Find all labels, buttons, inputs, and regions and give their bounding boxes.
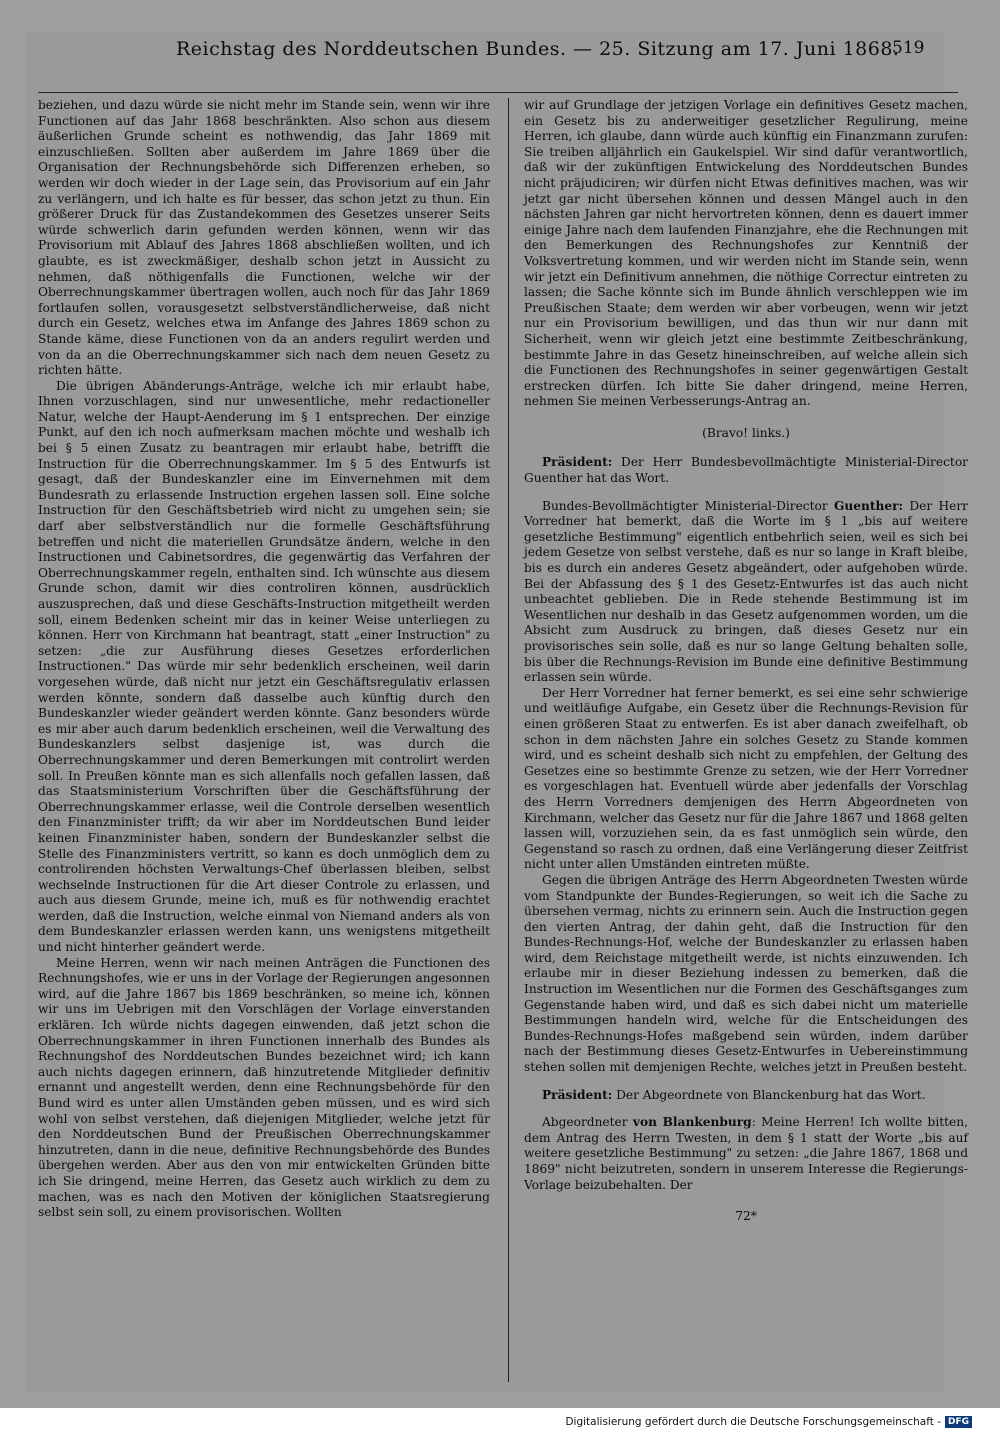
- page-number: 519: [892, 38, 925, 58]
- header-rule: [38, 92, 958, 93]
- speech-text: Der Herr Vorredner hat bemerkt, daß die Worte im § 1 „bis auf weitere gesetzliche Bestimmung" eigentlich entbehrlich seien, weil es sich bei jedem Gesetze von selbst verstehe, daß es nur so lange in Kraft bleibe, bis es durch ein anderes Gesetz abgeändert, oder aufgehoben würde. Bei der Abfassung des § 1 des Gesetz-Entwurfes ist das auch nicht unbeachtet geblieben. Die in Rede stehende Bestimmung ist im Wesentlichen nur deshalb in das Gesetz aufgenommen worden, um die Absicht zum Ausdruck zu bringen, daß dieses Gesetz nur ein provisorisches sein solle, daß es nur so lange Geltung behalten solle, bis über die Rechnungs-Revision im Bunde eine definitive Bestimmung erlassen sein würde.: [524, 498, 969, 685]
- speaker-label: Präsident:: [542, 1087, 613, 1102]
- paragraph: Meine Herren, wenn wir nach meinen Anträgen die Functionen des Rechnungshofes, wie er uns in der Vorlage der Regierungen angesonnen wird, auf die Jahre 1867 bis 1869 beschränken, so meine ich, können wir uns im Uebrigen mit den Vorschlägen der Vorlage einverstanden erklären. Ich würde nichts dagegen einwenden, daß jetzt schon die Oberrechnungskammer in ihren Functionen innerhalb des Bundes als Rechnungshof des Norddeutschen Bundes bezeichnet wird; ich kann auch nichts dagegen erinnern, daß hinzutretende Mitglieder definitiv ernannt und angestellt werden, denn eine Rechnungsbehörde für den Bund wird es unter allen Umständen geben müssen, und es wird sich wohl von selbst verstehen, daß diejenigen Mitglieder, welche jetzt für den Norddeutschen Bund der Preußischen Oberrechnungskammer hinzutreten, dann in die neue, definitive Rechnungsbehörde des Bundes übergehen werden. Aber aus den von mir entwickelten Gründen bitte ich Sie dringend, meine Herren, das Gesetz auch wirklich zu dem zu machen, was es nach den Motiven der königlichen Staatsregierung selbst sein soll, zu einem provisorischen. Wollten: [38, 955, 490, 1220]
- digitization-credit: [565, 1416, 972, 1428]
- speech-text: : Meine Herren! Ich wollte bitten, dem Antrag des Herrn Twesten, in dem § 1 statt der Worte „bis auf weitere gesetzliche Bestimmung" zu setzen: „die Jahre 1867, 1868 und 1869" nicht beizutreten, sondern in unserem Interesse die Regierungs-Vorlage beizubehalten. Der: [524, 1115, 968, 1192]
- president-statement: [524, 455, 968, 486]
- paragraph: Die übrigen Abänderungs-Anträge, welche ich mir erlaubt habe, Ihnen vorzuschlagen, sind nur unwesentliche, mehr redactioneller Natur, welche der Haupt-Aenderung im § 1 entsprechen. Der einzige Punkt, auf den ich noch aufmerksam machen möchte und weshalb ich bei § 5 einen Zusatz zu beantragen mir erlaubt habe, betrifft die Instruction für die Oberrechnungskammer. Im § 5 des Entwurfs ist gesagt, daß der Bundeskanzler eine im Einvernehmen mit dem Bundesrath zu erlassende Instruction ergehen lassen soll. Eine solche Instruction für den Geschäftsbetrieb wird nicht zu umgehen sein; sie darf aber selbstverständlich nur die formelle Geschäftsführung betreffen und nicht die materiellen Grundsätze ändern, welche in den Instructionen und Cabinetsordres, die gegenwärtig das Verfahren der Oberrechnungskammer regeln, enthalten sind. Ich wünschte aus diesem Grunde schon, damit wir dies controliren können, ausdrücklich auszusprechen, daß und diese Geschäfts-Instruction mitgetheilt werden soll, einem Bedenken scheint mir das in keiner Weise unterliegen zu können. Herr von Kirchmann hat beantragt, statt „einer Instruction" zu setzen: „die zur Ausführung dieses Gesetzes erforderlichen Instructionen." Das würde mir sehr bedenklich erscheinen, weil darin vorgesehen würde, daß nicht nur jetzt ein Geschäftsregulativ erlassen werden könnte, sondern daß dasselbe auch künftig durch den Bundeskanzler wieder geändert werden könnte. Ganz besonders würde es mir aber auch darum bedenklich erscheinen, weil die Verwaltung des Bundeskanzlers selbst dasjenige ist, was durch die Oberrechnungskammer und deren Bemerkungen mit controlirt werden soll. In Preußen könnte man es sich allenfalls noch gefallen lassen, daß das Staatsministerium Vorschriften über die Geschäftsführung der Oberrechnungskammer erlasse, weil die Controle derselben wesentlich den Finanzminister trifft; da wir aber im Norddeutschen Bund leider keinen Finanzminister haben, sondern der Bundeskanzler selbst die Stelle des Finanzministers vertritt, so kann es doch unmöglich dem zu controlirenden höchsten Verwaltungs-Chef überlassen bleiben, selbst wechselnde Instructionen für die Art dieser Controle zu erlassen, und auch aus diesem Grunde, meine ich, muß es für nothwendig erachtet werden, daß die Instruction, welche einmal von Niemand anders als von dem Bundeskanzler erlassen werden kann, uns wenigstens mitgetheilt und nicht hinterher geändert werde.: [38, 378, 490, 955]
- left-column: [38, 98, 490, 1221]
- paragraph: wir auf Grundlage der jetzigen Vorlage ein definitives Gesetz machen, ein Gesetz bis zu anderweitiger gesetzlicher Regulirung, meine Herren, ich glaube, dann würde auch künftig ein Finanzmann zurufen: Sie treiben alljährlich ein Gaukelspiel. Wir sind dafür verantwortlich, daß wir der zukünftigen Entwickelung des Norddeutschen Bundes nicht präjudiciren; wir dürfen nicht Etwas definitives machen, was wir jetzt gar nicht übersehen können und dessen Mängel auch in den nächsten Jahren gar nicht hervortreten können, denn es dauert immer einige Jahre nach dem laufenden Finanzjahre, ehe die Rechnungen mit den Bemerkungen des Rechnungshofes zur Kenntniß der Volksvertretung kommen, und wir werden nicht im Stande sein, wenn wir jetzt ein Definitivum annehmen, die nöthige Correctur eintreten zu lassen; die Sache könnte sich im Bunde ähnlich verschleppen wie im Preußischen Staate; dem werden wir aber vorbeugen, wenn wir jetzt nur ein Provisorium bewilligen, und das thun wir nur dann mit Sicherheit, wenn wir gleich jetzt eine bestimmte Zeitbeschränkung, bestimmte Jahre in das Gesetz hineinschreiben, auf welche allein sich die Functionen des Rechnungshofes in seiner gegenwärtigen Gestalt erstrecken dürfen. Ich bitte Sie daher dringend, meine Herren, nehmen Sie meinen Verbesserungs-Antrag an.: [524, 98, 968, 409]
- president-statement: [524, 1088, 968, 1104]
- speaker-name: von Blankenburg: [632, 1115, 752, 1130]
- applause-note: (Bravo! links.): [702, 425, 790, 440]
- speaker-intro: Bundes-Bevollmächtigter Ministerial-Director: [542, 498, 828, 513]
- blankenburg-speech: [524, 1115, 968, 1193]
- right-column: [524, 98, 968, 1239]
- credit-text: Digitalisierung gefördert durch die Deutsche Forschungsgemeinschaft -: [565, 1416, 941, 1428]
- running-header: Reichstag des Norddeutschen Bundes. — 25. Sitzung am 17. Juni 1868.: [176, 38, 900, 60]
- paragraph: Gegen die übrigen Anträge des Herrn Abgeordneten Twesten würde vom Standpunkte der Bundes-Regierungen, so weit ich die Sache zu übersehen vermag, nichts zu erinnern sein. Auch die Instruction gegen den vierten Antrag, der dahin geht, daß die Instruction für den Bundes-Rechnungs-Hof, welche der Bundeskanzler zu erlassen haben wird, dem Reichstage mitgetheilt werde, ist nichts einzuwenden. Ich erlaube mir in dieser Beziehung indessen zu bemerken, daß die Instruction im Wesentlichen nur die Formen des Geschäftsganges zum Gegenstande haben wird, und daß es sich dabei nicht um materielle Bestimmungen handeln wird, welche für die Entscheidungen des Bundes-Rechnungs-Hofes maßgebend sein würden, indem darüber nach der Bestimmung dieses Gesetz-Entwurfes in Uebereinstimmung stehen sollen mit demjenigen Rechte, welches jetzt in Preußen besteht.: [524, 872, 968, 1075]
- sheet-signature: 72*: [735, 1209, 757, 1224]
- speaker-label: Präsident:: [542, 455, 613, 470]
- speaker-intro: Abgeordneter: [542, 1115, 628, 1130]
- guenther-speech: [524, 499, 968, 686]
- speech-text: Der Herr Bundesbevollmächtigte Ministerial-Director Guenther hat das Wort.: [524, 455, 968, 486]
- speaker-name: Guenther:: [834, 498, 904, 513]
- column-divider: [508, 98, 509, 1382]
- paragraph: Der Herr Vorredner hat ferner bemerkt, es sei eine sehr schwierige und weitläufige Aufgabe, ein Gesetz über die Rechnungs-Revision für einen größeren Staat zu entwerfen. Es ist aber danach zweifelhaft, ob schon in dem nächsten Jahre ein solches Gesetz zu Stande kommen wird, und es scheint deshalb sich nicht zu empfehlen, der Geltung des Gesetzes eine so bestimmte Grenze zu setzen, wie der Herr Vorredner es vorgeschlagen hat. Eventuell würde aber jedenfalls der Vorschlag des Herrn Vorredners demjenigen des Herrn Abgeordneten von Kirchmann, welcher das Gesetz nur für die Jahre 1867 und 1868 gelten lassen will, vorzuziehen sein, da es fast unmöglich sein würde, den Gegenstand so rasch zu ordnen, daß eine Verlängerung dieser Zeitfrist nicht unter allen Umständen eintreten müßte.: [524, 685, 968, 872]
- dfg-logo: DFG: [945, 1416, 972, 1428]
- speech-text: Der Abgeordnete von Blanckenburg hat das Wort.: [616, 1087, 926, 1102]
- newspaper-page: [26, 32, 969, 1392]
- paragraph: beziehen, und dazu würde sie nicht mehr im Stande sein, wenn wir ihre Functionen auf das Jahr 1868 beschränkten. Also schon aus diesem äußerlichen Grunde scheint es nothwendig, das Jahr 1869 mit einzuschließen. Sollten aber außerdem im Jahre 1869 über die Organisation der Rechnungsbehörde sich Differenzen erheben, so werden wir doch wieder in der Lage sein, das Provisorium auf ein Jahr zu verlängern, und ich halte es für besser, das schon jetzt zu thun. Ein größerer Druck für das Zustandekommen des Gesetzes unserer Seits würde schwerlich darin gefunden werden können, wenn wir das Provisorium mit Ablauf des Jahres 1868 abschließen wollten, und ich glaubte, es ist zweckmäßiger, deshalb schon jetzt in Aussicht zu nehmen, daß nöthigenfalls die Functionen, welche wir der Oberrechnungskammer übertragen wollen, auch noch für das Jahr 1869 fortlaufen sollen, vorausgesetzt selbstverständlicherweise, daß nicht durch ein Gesetz, welches etwa im Anfange des Jahres 1869 schon zu Stande käme, diese Functionen von da an anders regulirt werden und von da an die Oberrechnungskammer sich nach dem neuen Gesetz zu richten hätte.: [38, 98, 490, 378]
